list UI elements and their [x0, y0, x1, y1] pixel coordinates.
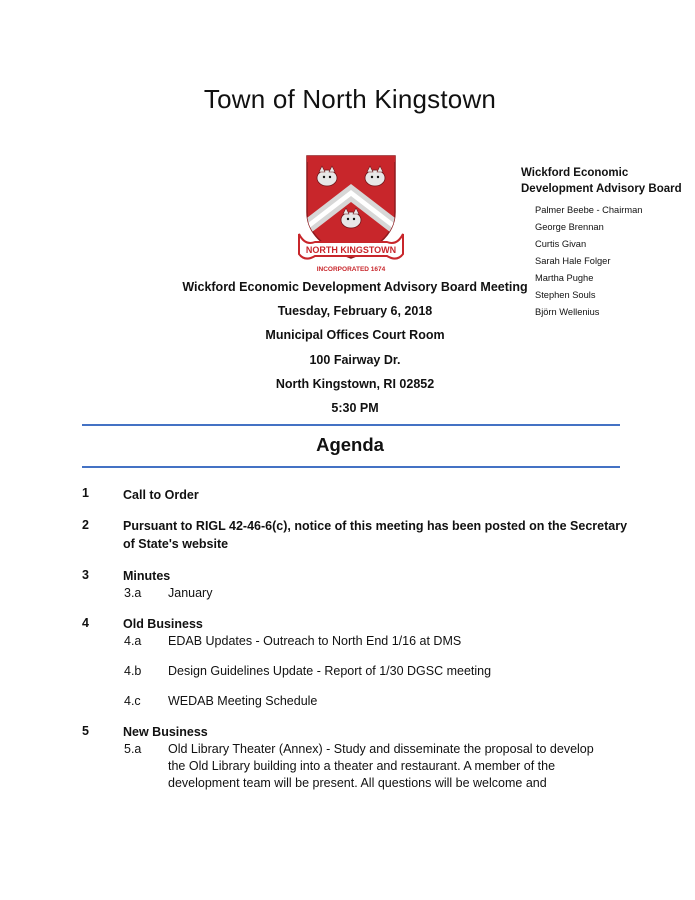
- meeting-name: Wickford Economic Development Advisory Board Meeting: [182, 280, 528, 294]
- agenda-bottom-rule: [82, 466, 620, 468]
- agenda-item-title: Pursuant to RIGL 42-46-6(c), notice of this meeting has been posted on the Secretary of State's website: [123, 519, 628, 551]
- board-member: George Brennan: [535, 222, 604, 232]
- agenda-item-number: 4: [82, 616, 89, 630]
- svg-text:NORTH KINGSTOWN: NORTH KINGSTOWN: [305, 245, 397, 255]
- agenda-heading: Agenda: [316, 434, 384, 455]
- agenda-subitem-text: Design Guidelines Update - Report of 1/30 DGSC meeting: [168, 664, 492, 678]
- agenda-subitem-number: 4.c: [124, 694, 141, 708]
- agenda-item-title: New Business: [123, 725, 208, 739]
- board-member: Stephen Souls: [535, 290, 596, 300]
- svg-text:INCORPORATED 1674: INCORPORATED 1674: [316, 266, 386, 273]
- town-seal-logo: [295, 150, 407, 275]
- agenda-subitem-text: January: [168, 586, 213, 600]
- agenda-subitem-number: 3.a: [124, 586, 142, 600]
- agenda-item-title: Old Business: [123, 617, 203, 631]
- agenda-item-number: 5: [82, 724, 89, 738]
- board-member: Curtis Givan: [535, 239, 587, 249]
- board-title: Wickford Economic Development Advisory Board: [521, 167, 682, 195]
- agenda-subitem-number: 4.b: [124, 664, 142, 678]
- meeting-street: 100 Fairway Dr.: [309, 352, 401, 367]
- agenda-subitem-number: 5.a: [124, 742, 142, 756]
- agenda-item-title: Call to Order: [123, 488, 199, 502]
- agenda-subitem-text: Old Library Theater (Annex) - Study and disseminate the proposal to develop the Old Library building into a theater and restaurant. A member of the development team will be present. All questions will be welcome and: [168, 742, 594, 790]
- board-member: Martha Pughe: [535, 273, 594, 283]
- meeting-time: 5:30 PM: [331, 401, 379, 416]
- agenda-subitem-text: EDAB Updates - Outreach to North End 1/16 at DMS: [168, 634, 462, 648]
- page-title: Town of North Kingstown: [203, 84, 497, 114]
- agenda-subitem-number: 4.a: [124, 634, 142, 648]
- meeting-location: Municipal Offices Court Room: [265, 328, 445, 343]
- board-member: Björn Wellenius: [535, 307, 600, 317]
- agenda-item-title: Minutes: [123, 569, 171, 583]
- agenda-subitem-text: WEDAB Meeting Schedule: [168, 694, 318, 708]
- agenda-item-number: 2: [82, 518, 89, 532]
- board-member: Sarah Hale Folger: [535, 256, 611, 266]
- meeting-city: North Kingstown, RI 02852: [275, 376, 435, 391]
- meeting-info: [150, 275, 560, 420]
- agenda-item-number: 1: [82, 486, 89, 500]
- agenda-item-number: 3: [82, 568, 89, 582]
- meeting-date: Tuesday, February 6, 2018: [277, 304, 433, 319]
- agenda-top-rule: [82, 424, 620, 426]
- board-member: Palmer Beebe - Chairman: [535, 205, 643, 215]
